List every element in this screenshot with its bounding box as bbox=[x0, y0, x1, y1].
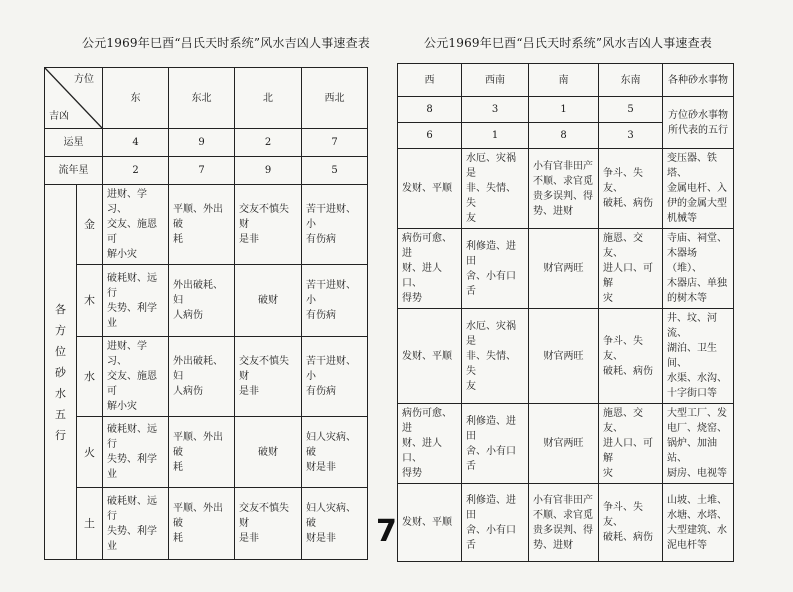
yun-star-value: 9 bbox=[169, 129, 235, 157]
fortune-cell: 进财、学习、 交友、施恩可 解小灾 bbox=[103, 337, 169, 417]
fortune-cell: 财官两旺 bbox=[529, 404, 599, 484]
table-row bbox=[45, 488, 368, 560]
handwritten-page-number: 7 bbox=[376, 514, 397, 549]
year-star-value: 6 bbox=[398, 123, 462, 149]
year-star-row bbox=[45, 157, 368, 185]
year-star-value: 8 bbox=[529, 123, 599, 149]
fortune-cell: 交友不慎失财 是非 bbox=[235, 185, 302, 265]
yun-star-value: 7 bbox=[302, 129, 368, 157]
element-fire: 火 bbox=[77, 417, 103, 488]
left-lookup-table bbox=[44, 67, 368, 560]
fortune-cell: 小有官非田产 不顺、求官觅 贵多误判、得 势、进财 bbox=[529, 149, 599, 229]
element-metal: 金 bbox=[77, 185, 103, 265]
left-header-row bbox=[45, 68, 368, 129]
fortune-cell: 平顺、外出破 耗 bbox=[169, 417, 235, 488]
fortune-cell: 交友不慎失财 是非 bbox=[235, 488, 302, 560]
table-row bbox=[398, 229, 734, 309]
year-star-value: 2 bbox=[103, 157, 169, 185]
fortune-cell: 发财、平顺 bbox=[398, 309, 462, 404]
fortune-cell: 破财 bbox=[235, 265, 302, 337]
direction-header-southeast: 东南 bbox=[599, 64, 663, 97]
fortune-cell: 苦干进财、小 有伤病 bbox=[302, 337, 368, 417]
fortune-cell: 破耗财、远行 失势、利学业 bbox=[103, 488, 169, 560]
direction-header-east: 东 bbox=[103, 68, 169, 129]
direction-header-northeast: 东北 bbox=[169, 68, 235, 129]
year-star-value: 3 bbox=[599, 123, 663, 149]
fortune-cell: 破耗财、远行 失势、利学业 bbox=[103, 265, 169, 337]
fortune-cell: 破财 bbox=[235, 417, 302, 488]
left-page-title: 公元1969年巳酉“吕氏天时系统”风水吉凶人事速查表 bbox=[82, 36, 371, 50]
yun-star-value: 4 bbox=[103, 129, 169, 157]
year-star-value: 7 bbox=[169, 157, 235, 185]
direction-header-southwest: 西南 bbox=[462, 64, 529, 97]
element-water: 水 bbox=[77, 337, 103, 417]
direction-header-northwest: 西北 bbox=[302, 68, 368, 129]
fortune-cell: 外出破耗、妇 人病伤 bbox=[169, 337, 235, 417]
yun-star-value: 3 bbox=[462, 97, 529, 123]
feature-items-cell: 变压器、铁塔、 金属电杆、入 伊的金属大型 机械等 bbox=[663, 149, 734, 229]
fortune-cell: 苦干进财、小 有伤病 bbox=[302, 185, 368, 265]
corner-fortune-label: 吉凶 bbox=[49, 111, 69, 122]
category-description: 方位砂水事物 所代表的五行 bbox=[663, 97, 734, 149]
fortune-cell: 争斗、失友、 破耗、病伤 bbox=[599, 484, 663, 562]
feature-items-cell: 大型工厂、发 电厂、烧窑、 锅炉、加油站、 厨房、电视等 bbox=[663, 404, 734, 484]
fortune-cell: 妇人灾病、破 财是非 bbox=[302, 417, 368, 488]
fortune-cell: 苦干进财、小 有伤病 bbox=[302, 265, 368, 337]
fortune-cell: 利修造、进田 舍、小有口舌 bbox=[462, 229, 529, 309]
year-star-value: 5 bbox=[302, 157, 368, 185]
table-row bbox=[398, 149, 734, 229]
fortune-cell: 利修造、进田 舍、小有口舌 bbox=[462, 404, 529, 484]
yun-star-value: 8 bbox=[398, 97, 462, 123]
element-earth: 土 bbox=[77, 488, 103, 560]
yun-star-row bbox=[45, 129, 368, 157]
year-star-value: 9 bbox=[235, 157, 302, 185]
element-wood: 木 bbox=[77, 265, 103, 337]
fortune-cell: 施恩、交友、 进人口、可解 灾 bbox=[599, 229, 663, 309]
fortune-cell: 平顺、外出破 耗 bbox=[169, 488, 235, 560]
corner-direction-label: 方位 bbox=[74, 74, 94, 85]
table-row bbox=[45, 337, 368, 417]
table-row bbox=[398, 404, 734, 484]
table-row bbox=[45, 265, 368, 337]
direction-header-north: 北 bbox=[235, 68, 302, 129]
right-header-row bbox=[398, 64, 734, 97]
five-elements-group-label: 各 方 位 砂 水 五 行 bbox=[45, 185, 77, 560]
category-header: 各种砂水事物 bbox=[663, 64, 734, 97]
fortune-cell: 争斗、失友、 破耗、病伤 bbox=[599, 149, 663, 229]
direction-header-south: 南 bbox=[529, 64, 599, 97]
yun-star-value: 2 bbox=[235, 129, 302, 157]
fortune-cell: 进财、学习、 交友、施恩可 解小灾 bbox=[103, 185, 169, 265]
yun-star-label: 运星 bbox=[45, 129, 103, 157]
yun-star-value: 1 bbox=[529, 97, 599, 123]
fortune-cell: 财官两旺 bbox=[529, 309, 599, 404]
feature-items-cell: 山坡、土堆、 水塘、水塔、 大型建筑、水 泥电杆等 bbox=[663, 484, 734, 562]
fortune-cell: 平顺、外出破 耗 bbox=[169, 185, 235, 265]
fortune-cell: 水厄、灾祸是 非、失情、失 友 bbox=[462, 149, 529, 229]
fortune-cell: 财官两旺 bbox=[529, 229, 599, 309]
fortune-cell: 水厄、灾祸是 非、失情、失 友 bbox=[462, 309, 529, 404]
table-row bbox=[398, 484, 734, 562]
fortune-cell: 妇人灾病、破 财是非 bbox=[302, 488, 368, 560]
table-row bbox=[398, 309, 734, 404]
feature-items-cell: 寺庙、祠堂、 木器场（堆）、 木器店、单独 的树木等 bbox=[663, 229, 734, 309]
year-star-value: 1 bbox=[462, 123, 529, 149]
fortune-cell: 争斗、失友、 破耗、病伤 bbox=[599, 309, 663, 404]
fortune-cell: 交友不慎失财 是非 bbox=[235, 337, 302, 417]
fortune-cell: 小有官非田产 不顺、求官觅 贵多误判、得 势、进财 bbox=[529, 484, 599, 562]
fortune-cell: 外出破耗、妇 人病伤 bbox=[169, 265, 235, 337]
yun-star-row bbox=[398, 97, 734, 123]
fortune-cell: 破耗财、远行 失势、利学业 bbox=[103, 417, 169, 488]
feature-items-cell: 井、坟、河流、 湖泊、卫生间、 水渠、水沟、 十字街口等 bbox=[663, 309, 734, 404]
right-lookup-table bbox=[397, 63, 734, 562]
table-row bbox=[45, 185, 368, 265]
table-row bbox=[45, 417, 368, 488]
fortune-cell: 病伤可愈、进 财、进人口、 得势 bbox=[398, 229, 462, 309]
yun-star-value: 5 bbox=[599, 97, 663, 123]
right-page-title: 公元1969年巳酉“吕氏天时系统”风水吉凶人事速查表 bbox=[424, 36, 713, 50]
direction-header-west: 西 bbox=[398, 64, 462, 97]
fortune-cell: 病伤可愈、进 财、进人口、 得势 bbox=[398, 404, 462, 484]
fortune-cell: 发财、平顺 bbox=[398, 149, 462, 229]
fortune-cell: 施恩、交友、 进人口、可解 灾 bbox=[599, 404, 663, 484]
year-star-label: 流年星 bbox=[45, 157, 103, 185]
fortune-cell: 利修造、进田 舍、小有口舌 bbox=[462, 484, 529, 562]
fortune-cell: 发财、平顺 bbox=[398, 484, 462, 562]
corner-header-cell bbox=[45, 68, 103, 129]
